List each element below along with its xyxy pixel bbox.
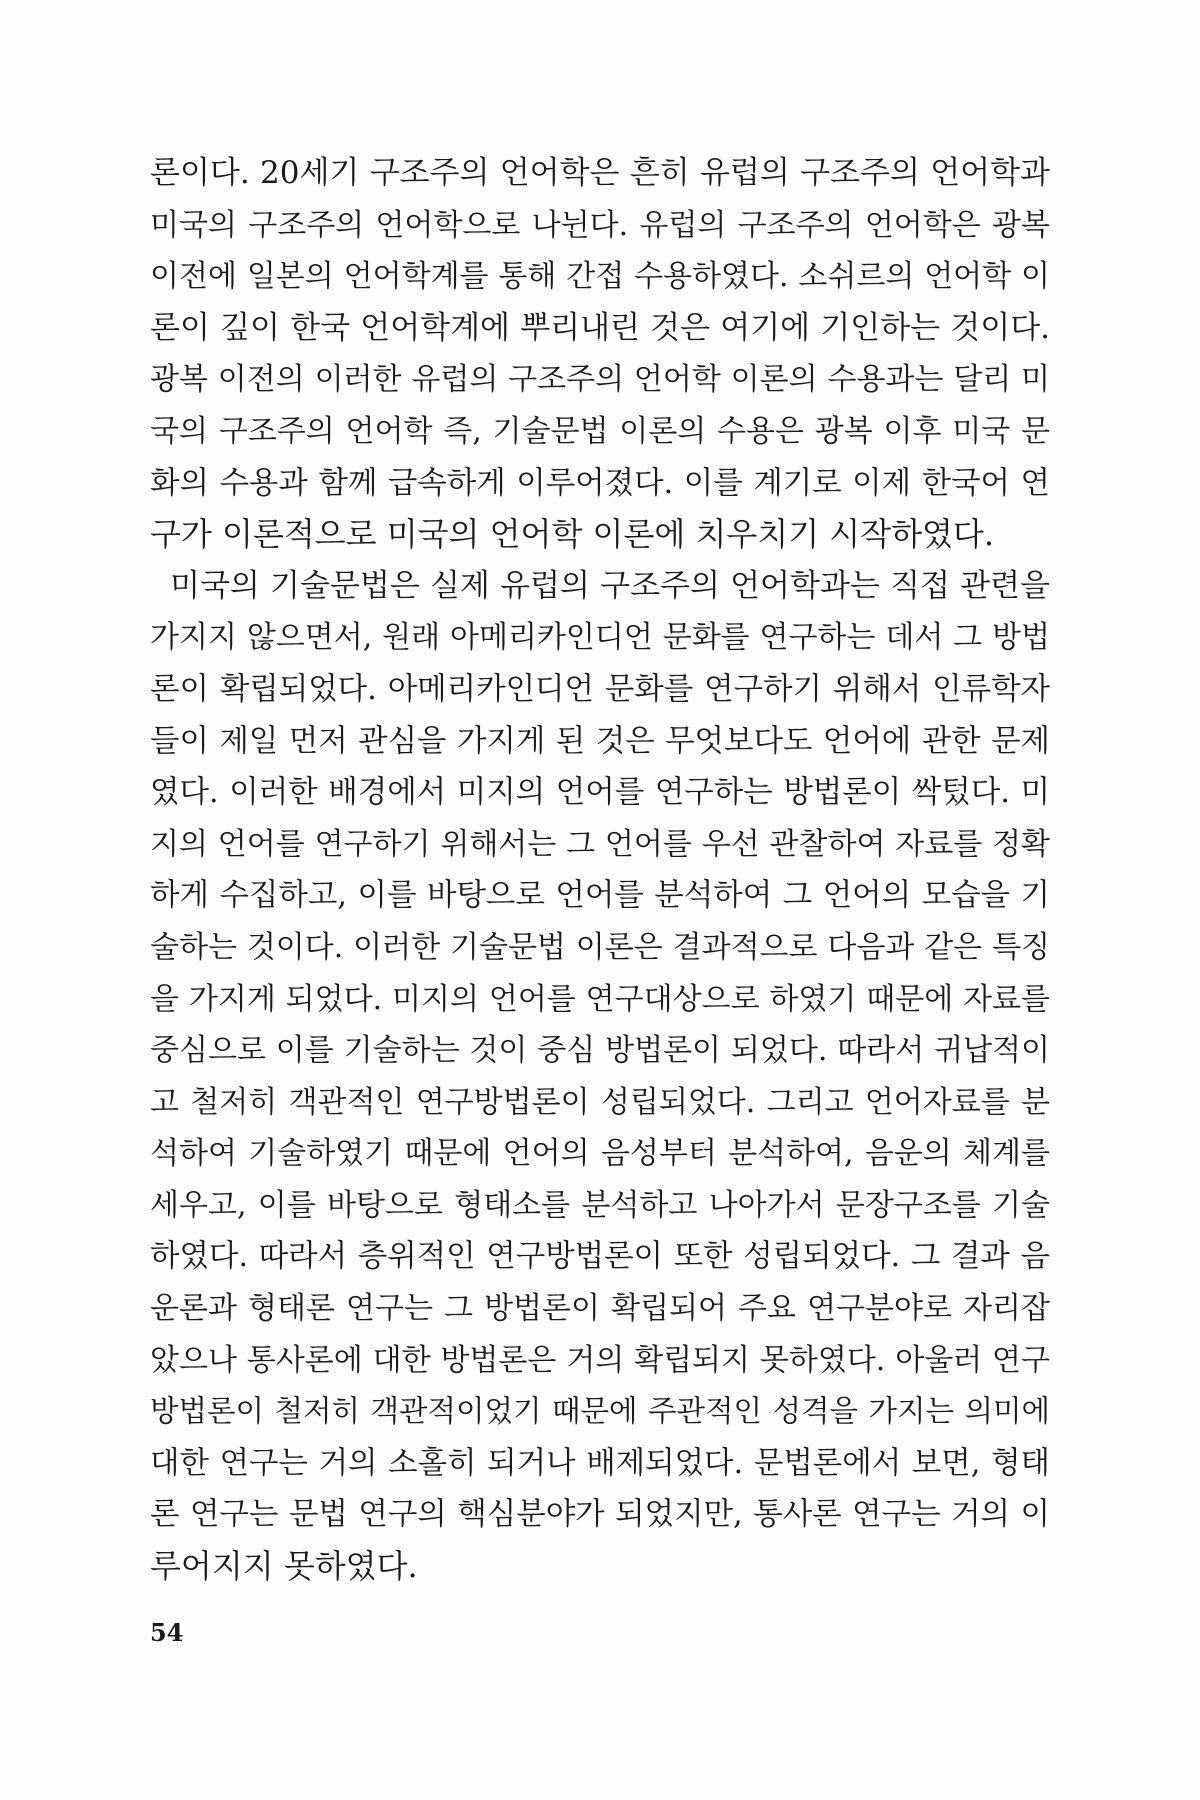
text-line: 였다. 이러한 배경에서 미지의 언어를 연구하는 방법론이 싹텄다. 미	[150, 775, 1050, 811]
text-line: 구가 이론적으로 미국의 언어학 이론에 치우치기 시작하였다.	[150, 515, 995, 554]
text-line: 방법론이 철저히 객관적이었기 때문에 주관적인 성격을 가지는 의미에	[150, 1394, 1050, 1429]
page-number: 54	[150, 1618, 184, 1647]
text-line: 가지지 않으면서, 원래 아메리카인디언 문화를 연구하는 데서 그 방법	[150, 620, 1050, 656]
text-line: 화의 수용과 함께 급속하게 이루어졌다. 이를 계기로 이제 한국어 연	[150, 465, 1050, 501]
text-line: 광복 이전의 이러한 유럽의 구조주의 언어학 이론의 수용과는 달리 미	[150, 362, 1050, 398]
text-line: 술하는 것이다. 이러한 기술문법 이론은 결과적으로 다음과 같은 특징	[150, 929, 1050, 965]
text-line: 고 철저히 객관적인 연구방법론이 성립되었다. 그리고 언어자료를 분	[150, 1084, 1050, 1120]
text-line: 이전에 일본의 언어학계를 통해 간접 수용하였다. 소쉬르의 언어학 이	[150, 259, 1050, 295]
text-line: 을 가지게 되었다. 미지의 언어를 연구대상으로 하였기 때문에 자료를	[150, 981, 1050, 1017]
text-line: 루어지지 못하였다.	[150, 1547, 418, 1586]
text-line: 대한 연구는 거의 소홀히 되거나 배제되었다. 문법론에서 보면, 형태	[150, 1445, 1050, 1481]
text-line: 하게 수집하고, 이를 바탕으로 언어를 분석하여 그 언어의 모습을 기	[150, 878, 1050, 914]
text-line: 중심으로 이를 기술하는 것이 중심 방법론이 되었다. 따라서 귀납적이	[150, 1033, 1050, 1069]
text-line: 론이 확립되었다. 아메리카인디언 문화를 연구하기 위해서 인류학자	[150, 671, 1050, 707]
text-line: 지의 언어를 연구하기 위해서는 그 언어를 우선 관찰하여 자료를 정확	[150, 826, 1050, 862]
text-line: 론이 깊이 한국 언어학계에 뿌리내린 것은 여기에 기인하는 것이다.	[150, 309, 1050, 346]
text-line: 운론과 형태론 연구는 그 방법론이 확립되어 주요 연구분야로 자리잡	[150, 1291, 1050, 1327]
text-line: 미국의 기술문법은 실제 유럽의 구조주의 언어학과는 직접 관련을	[170, 567, 1050, 604]
text-line: 석하여 기술하였기 때문에 언어의 음성부터 분석하여, 음운의 체계를	[150, 1136, 1050, 1172]
text-line: 았으나 통사론에 대한 방법론은 거의 확립되지 못하였다. 아울러 연구	[150, 1342, 1050, 1378]
paragraph-1	[150, 148, 1050, 561]
text-line: 론 연구는 문법 연구의 핵심분야가 되었지만, 통사론 연구는 거의 이	[150, 1497, 1050, 1533]
text-line: 론이다. 20세기 구조주의 언어학은 흔히 유럽의 구조주의 언어학과	[150, 155, 1050, 191]
text-line: 들이 제일 먼저 관심을 가지게 된 것은 무엇보다도 언어에 관한 문제	[150, 723, 1050, 759]
text-line: 하였다. 따라서 층위적인 연구방법론이 또한 성립되었다. 그 결과 음	[150, 1239, 1050, 1275]
text-line: 미국의 구조주의 언어학으로 나뉜다. 유럽의 구조주의 언어학은 광복	[150, 207, 1050, 243]
body-text	[150, 148, 1050, 1593]
text-line: 세우고, 이를 바탕으로 형태소를 분석하고 나아가서 문장구조를 기술	[150, 1187, 1050, 1223]
paragraph-2	[150, 561, 1050, 1593]
text-line: 국의 구조주의 언어학 즉, 기술문법 이론의 수용은 광복 이후 미국 문	[150, 413, 1050, 449]
